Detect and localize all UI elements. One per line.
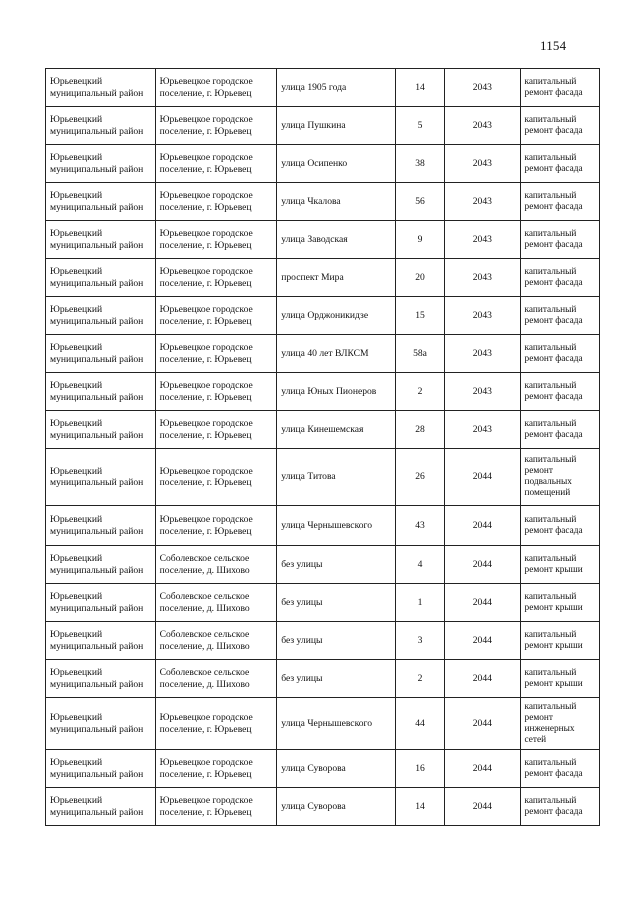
settlement-cell: Юрьевецкое городское поселение, г. Юрьевец	[155, 373, 277, 411]
settlement-cell: Юрьевецкое городское поселение, г. Юрьевец	[155, 750, 277, 788]
year-cell: 2044	[445, 546, 520, 584]
work-type-cell: капитальный ремонт крыши	[520, 622, 599, 660]
street-cell: без улицы	[277, 584, 396, 622]
settlement-cell: Юрьевецкое городское поселение, г. Юрьевец	[155, 335, 277, 373]
street-cell: улица Юных Пионеров	[277, 373, 396, 411]
district-cell: Юрьевецкий муниципальный район	[46, 449, 156, 506]
year-cell: 2043	[445, 107, 520, 145]
house-number-cell: 3	[395, 622, 444, 660]
house-number-cell: 14	[395, 69, 444, 107]
district-cell: Юрьевецкий муниципальный район	[46, 335, 156, 373]
settlement-cell: Юрьевецкое городское поселение, г. Юрьевец	[155, 698, 277, 750]
settlement-cell: Соболевское сельское поселение, д. Шихово	[155, 584, 277, 622]
street-cell: без улицы	[277, 622, 396, 660]
table-row	[46, 660, 600, 698]
district-cell: Юрьевецкий муниципальный район	[46, 584, 156, 622]
work-type-cell: капитальный ремонт фасада	[520, 145, 599, 183]
street-cell: улица Кинешемская	[277, 411, 396, 449]
year-cell: 2043	[445, 221, 520, 259]
work-type-cell: капитальный ремонт фасада	[520, 335, 599, 373]
year-cell: 2044	[445, 698, 520, 750]
table-row	[46, 750, 600, 788]
settlement-cell: Юрьевецкое городское поселение, г. Юрьевец	[155, 449, 277, 506]
street-cell: улица Чернышевского	[277, 506, 396, 546]
street-cell: проспект Мира	[277, 259, 396, 297]
table-row	[46, 221, 600, 259]
work-type-cell: капитальный ремонт фасада	[520, 750, 599, 788]
house-number-cell: 1	[395, 584, 444, 622]
district-cell: Юрьевецкий муниципальный район	[46, 297, 156, 335]
housing-repair-table	[45, 68, 600, 826]
house-number-cell: 38	[395, 145, 444, 183]
work-type-cell: капитальный ремонт фасада	[520, 506, 599, 546]
house-number-cell: 14	[395, 788, 444, 826]
year-cell: 2043	[445, 335, 520, 373]
year-cell: 2044	[445, 584, 520, 622]
house-number-cell: 26	[395, 449, 444, 506]
settlement-cell: Юрьевецкое городское поселение, г. Юрьевец	[155, 69, 277, 107]
district-cell: Юрьевецкий муниципальный район	[46, 411, 156, 449]
page-number: 1154	[540, 38, 567, 53]
district-cell: Юрьевецкий муниципальный район	[46, 373, 156, 411]
house-number-cell: 5	[395, 107, 444, 145]
table-row	[46, 449, 600, 506]
house-number-cell: 16	[395, 750, 444, 788]
district-cell: Юрьевецкий муниципальный район	[46, 506, 156, 546]
settlement-cell: Юрьевецкое городское поселение, г. Юрьевец	[155, 183, 277, 221]
house-number-cell: 43	[395, 506, 444, 546]
house-number-cell: 2	[395, 373, 444, 411]
street-cell: улица Суворова	[277, 750, 396, 788]
house-number-cell: 9	[395, 221, 444, 259]
year-cell: 2044	[445, 449, 520, 506]
street-cell: без улицы	[277, 660, 396, 698]
work-type-cell: капитальный ремонт фасада	[520, 788, 599, 826]
year-cell: 2044	[445, 750, 520, 788]
street-cell: улица Пушкина	[277, 107, 396, 145]
settlement-cell: Юрьевецкое городское поселение, г. Юрьевец	[155, 297, 277, 335]
street-cell: улица Чернышевского	[277, 698, 396, 750]
year-cell: 2043	[445, 297, 520, 335]
district-cell: Юрьевецкий муниципальный район	[46, 750, 156, 788]
district-cell: Юрьевецкий муниципальный район	[46, 546, 156, 584]
table-row	[46, 145, 600, 183]
work-type-cell: капитальный ремонт фасада	[520, 411, 599, 449]
district-cell: Юрьевецкий муниципальный район	[46, 107, 156, 145]
house-number-cell: 58а	[395, 335, 444, 373]
district-cell: Юрьевецкий муниципальный район	[46, 622, 156, 660]
table-row	[46, 297, 600, 335]
year-cell: 2043	[445, 373, 520, 411]
year-cell: 2043	[445, 69, 520, 107]
house-number-cell: 20	[395, 259, 444, 297]
work-type-cell: капитальный ремонт фасада	[520, 183, 599, 221]
work-type-cell: капитальный ремонт крыши	[520, 546, 599, 584]
year-cell: 2044	[445, 660, 520, 698]
settlement-cell: Юрьевецкое городское поселение, г. Юрьевец	[155, 411, 277, 449]
street-cell: улица Осипенко	[277, 145, 396, 183]
settlement-cell: Юрьевецкое городское поселение, г. Юрьевец	[155, 506, 277, 546]
street-cell: улица Заводская	[277, 221, 396, 259]
street-cell: улица 40 лет ВЛКСМ	[277, 335, 396, 373]
year-cell: 2043	[445, 259, 520, 297]
table-row	[46, 411, 600, 449]
house-number-cell: 44	[395, 698, 444, 750]
house-number-cell: 4	[395, 546, 444, 584]
house-number-cell: 15	[395, 297, 444, 335]
table-body	[46, 69, 600, 826]
district-cell: Юрьевецкий муниципальный район	[46, 698, 156, 750]
table-row	[46, 69, 600, 107]
work-type-cell: капитальный ремонт фасада	[520, 221, 599, 259]
settlement-cell: Соболевское сельское поселение, д. Шихово	[155, 622, 277, 660]
settlement-cell: Соболевское сельское поселение, д. Шихово	[155, 660, 277, 698]
house-number-cell: 28	[395, 411, 444, 449]
year-cell: 2043	[445, 411, 520, 449]
work-type-cell: капитальный ремонт крыши	[520, 660, 599, 698]
table-row	[46, 584, 600, 622]
district-cell: Юрьевецкий муниципальный район	[46, 69, 156, 107]
table-row	[46, 546, 600, 584]
year-cell: 2044	[445, 622, 520, 660]
street-cell: улица Орджоникидзе	[277, 297, 396, 335]
settlement-cell: Соболевское сельское поселение, д. Шихово	[155, 546, 277, 584]
work-type-cell: капитальный ремонт фасада	[520, 69, 599, 107]
street-cell: без улицы	[277, 546, 396, 584]
settlement-cell: Юрьевецкое городское поселение, г. Юрьевец	[155, 259, 277, 297]
year-cell: 2044	[445, 788, 520, 826]
district-cell: Юрьевецкий муниципальный район	[46, 221, 156, 259]
year-cell: 2044	[445, 506, 520, 546]
table-row	[46, 506, 600, 546]
district-cell: Юрьевецкий муниципальный район	[46, 660, 156, 698]
district-cell: Юрьевецкий муниципальный район	[46, 788, 156, 826]
year-cell: 2043	[445, 145, 520, 183]
street-cell: улица 1905 года	[277, 69, 396, 107]
table-row	[46, 107, 600, 145]
work-type-cell: капитальный ремонт фасада	[520, 259, 599, 297]
settlement-cell: Юрьевецкое городское поселение, г. Юрьевец	[155, 221, 277, 259]
work-type-cell: капитальный ремонт инженерных сетей	[520, 698, 599, 750]
house-number-cell: 56	[395, 183, 444, 221]
work-type-cell: капитальный ремонт фасада	[520, 107, 599, 145]
year-cell: 2043	[445, 183, 520, 221]
table-row	[46, 335, 600, 373]
district-cell: Юрьевецкий муниципальный район	[46, 183, 156, 221]
table-row	[46, 373, 600, 411]
house-number-cell: 2	[395, 660, 444, 698]
work-type-cell: капитальный ремонт крыши	[520, 584, 599, 622]
table-row	[46, 698, 600, 750]
street-cell: улица Суворова	[277, 788, 396, 826]
settlement-cell: Юрьевецкое городское поселение, г. Юрьевец	[155, 145, 277, 183]
street-cell: улица Титова	[277, 449, 396, 506]
settlement-cell: Юрьевецкое городское поселение, г. Юрьевец	[155, 107, 277, 145]
settlement-cell: Юрьевецкое городское поселение, г. Юрьевец	[155, 788, 277, 826]
table-row	[46, 183, 600, 221]
work-type-cell: капитальный ремонт фасада	[520, 373, 599, 411]
district-cell: Юрьевецкий муниципальный район	[46, 145, 156, 183]
work-type-cell: капитальный ремонт фасада	[520, 297, 599, 335]
table-row	[46, 259, 600, 297]
work-type-cell: капитальный ремонт подвальных помещений	[520, 449, 599, 506]
street-cell: улица Чкалова	[277, 183, 396, 221]
table-row	[46, 622, 600, 660]
table-row	[46, 788, 600, 826]
district-cell: Юрьевецкий муниципальный район	[46, 259, 156, 297]
